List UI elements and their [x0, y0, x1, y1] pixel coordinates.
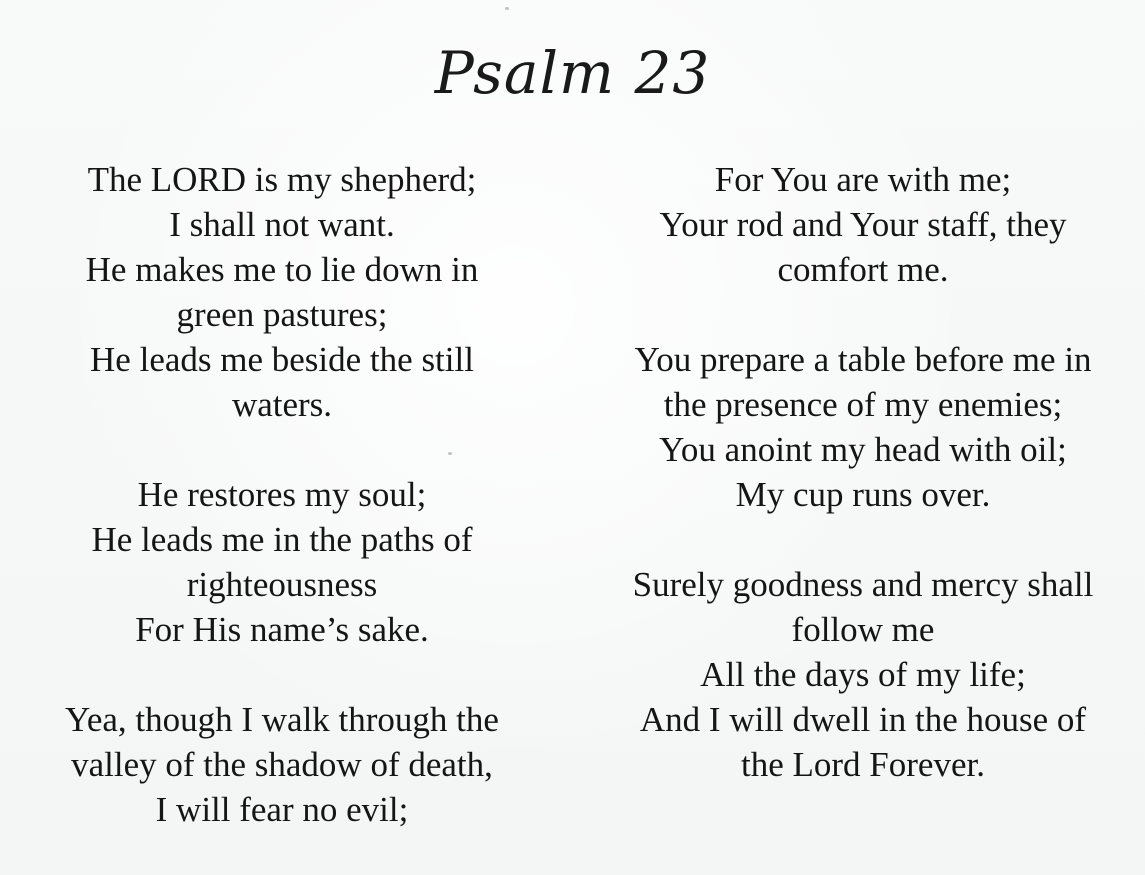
text-line: For You are with me;	[714, 160, 1012, 199]
text-line: green pastures;	[176, 295, 388, 334]
text-line: And I will dwell in the house of	[639, 700, 1087, 739]
text-line: He restores my soul;	[137, 475, 427, 514]
stanza-gap	[2, 427, 562, 472]
text-line: He makes me to lie down in	[85, 250, 479, 289]
text-line: the Lord Forever.	[741, 745, 985, 784]
text-line: I shall not want.	[169, 205, 395, 244]
left-column	[2, 157, 562, 832]
text-line: Your rod and Your staff, they	[659, 205, 1067, 244]
text-line: You anoint my head with oil;	[659, 430, 1067, 469]
text-line: You prepare a table before me in	[634, 340, 1092, 379]
text-line: For His name’s sake.	[135, 610, 429, 649]
text-line: valley of the shadow of death,	[71, 745, 493, 784]
text-line: righteousness	[186, 565, 378, 604]
text-line: He leads me in the paths of	[91, 520, 473, 559]
text-line: All the days of my life;	[700, 655, 1026, 694]
text-line: waters.	[231, 385, 333, 424]
text-line: Surely goodness and mercy shall	[632, 565, 1094, 604]
text-line: My cup runs over.	[735, 475, 991, 514]
page-title: Psalm 23	[434, 39, 711, 107]
paper-speck	[448, 452, 452, 455]
stanza-gap	[583, 517, 1143, 562]
right-column	[583, 157, 1143, 787]
text-line: He leads me beside the still	[90, 340, 474, 379]
text-line: comfort me.	[777, 250, 949, 289]
stanza-gap	[583, 292, 1143, 337]
paper-speck	[505, 7, 509, 10]
text-line: The LORD is my shepherd;	[87, 160, 477, 199]
text-line: the presence of my enemies;	[663, 385, 1063, 424]
text-line: follow me	[791, 610, 935, 649]
text-line: Yea, though I walk through the	[65, 700, 499, 739]
stanza-gap	[2, 652, 562, 697]
text-line: I will fear no evil;	[155, 790, 409, 829]
